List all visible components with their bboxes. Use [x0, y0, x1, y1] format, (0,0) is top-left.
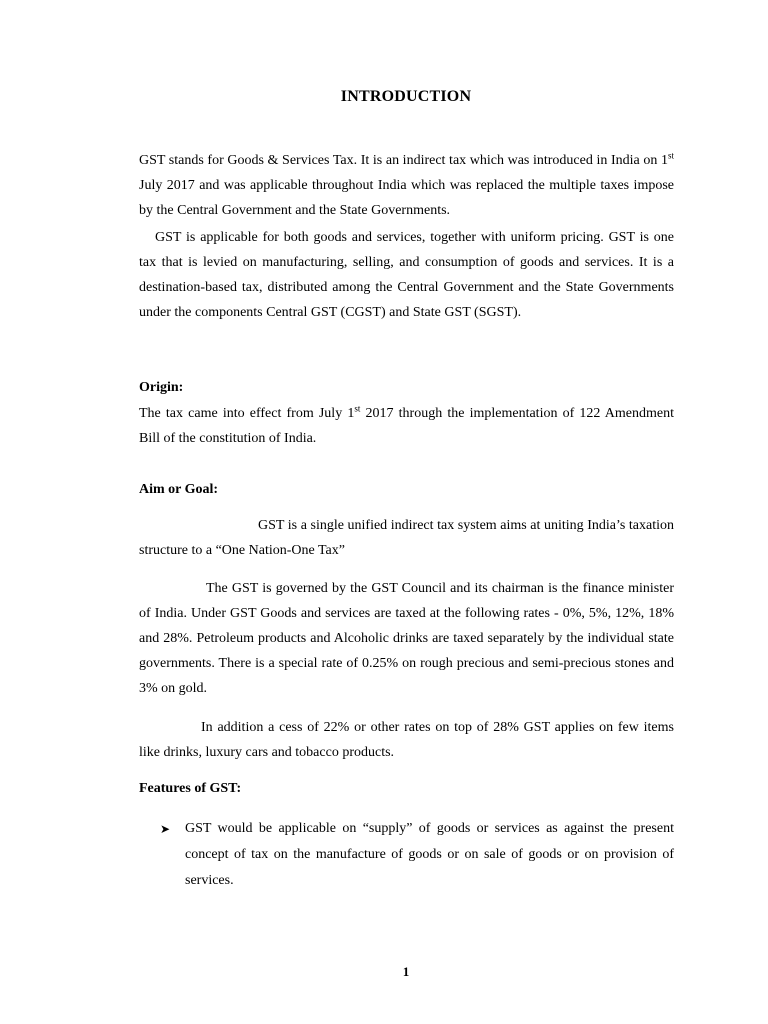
origin-text-b: 2017 through the implementation of 122 Amendment Bill of the constitution of India. — [139, 406, 674, 446]
intro-paragraph-2: GST is applicable for both goods and services, together with uniform pricing. GST is one tax that is levied on manufacturing, selling, and consumption of goods and services. It is a destination-based tax, distributed among the Central Government and the State Governments under the components Central GST (CGST) and State GST (SGST). — [139, 230, 674, 320]
origin-text-a: The tax came into effect from July 1 — [139, 406, 355, 421]
features-heading: Features of GST: — [139, 781, 242, 796]
aim-paragraph-2: The GST is governed by the GST Council and its chairman is the finance minister of India. Under GST Goods and services are taxed at the following rates - 0%, 5%, 12%, 18% and 28%. Petroleum products and Alcoholic drinks are taxed separately by the individual state governments. There is a special rate of 0.25% on rough precious and semi-precious stones and 3% on gold. — [139, 581, 674, 696]
features-list-item — [160, 816, 675, 894]
arrowhead-bullet-icon: ➤ — [160, 822, 171, 836]
intro-p1-text-a: GST stands for Goods & Services Tax. It is an indirect tax which was introduced in India on 1 — [139, 153, 668, 168]
aim-paragraph-1: GST is a single unified indirect tax system aims at uniting India’s taxation structure to a “One Nation-One Tax” — [139, 518, 674, 558]
page-title: INTRODUCTION — [340, 88, 472, 105]
origin-superscript: st — [354, 403, 361, 414]
intro-p1-text-b: July 2017 and was applicable throughout India which was replaced the multiple taxes impose by the Central Government and the State Governments. — [139, 178, 674, 218]
aim-paragraph-3: In addition a cess of 22% or other rates on top of 28% GST applies on few items like drinks, luxury cars and tobacco products. — [139, 720, 674, 760]
intro-paragraph-1 — [139, 148, 674, 223]
features-item-text: GST would be applicable on “supply” of goods or services as against the present concept of tax on the manufacture of goods or on sale of goods or on provision of services. — [185, 821, 674, 888]
origin-heading: Origin: — [139, 380, 184, 395]
page-number: 1 — [402, 964, 410, 979]
origin-paragraph — [139, 401, 674, 451]
aim-heading: Aim or Goal: — [139, 482, 219, 497]
intro-p1-superscript: st — [667, 150, 674, 161]
